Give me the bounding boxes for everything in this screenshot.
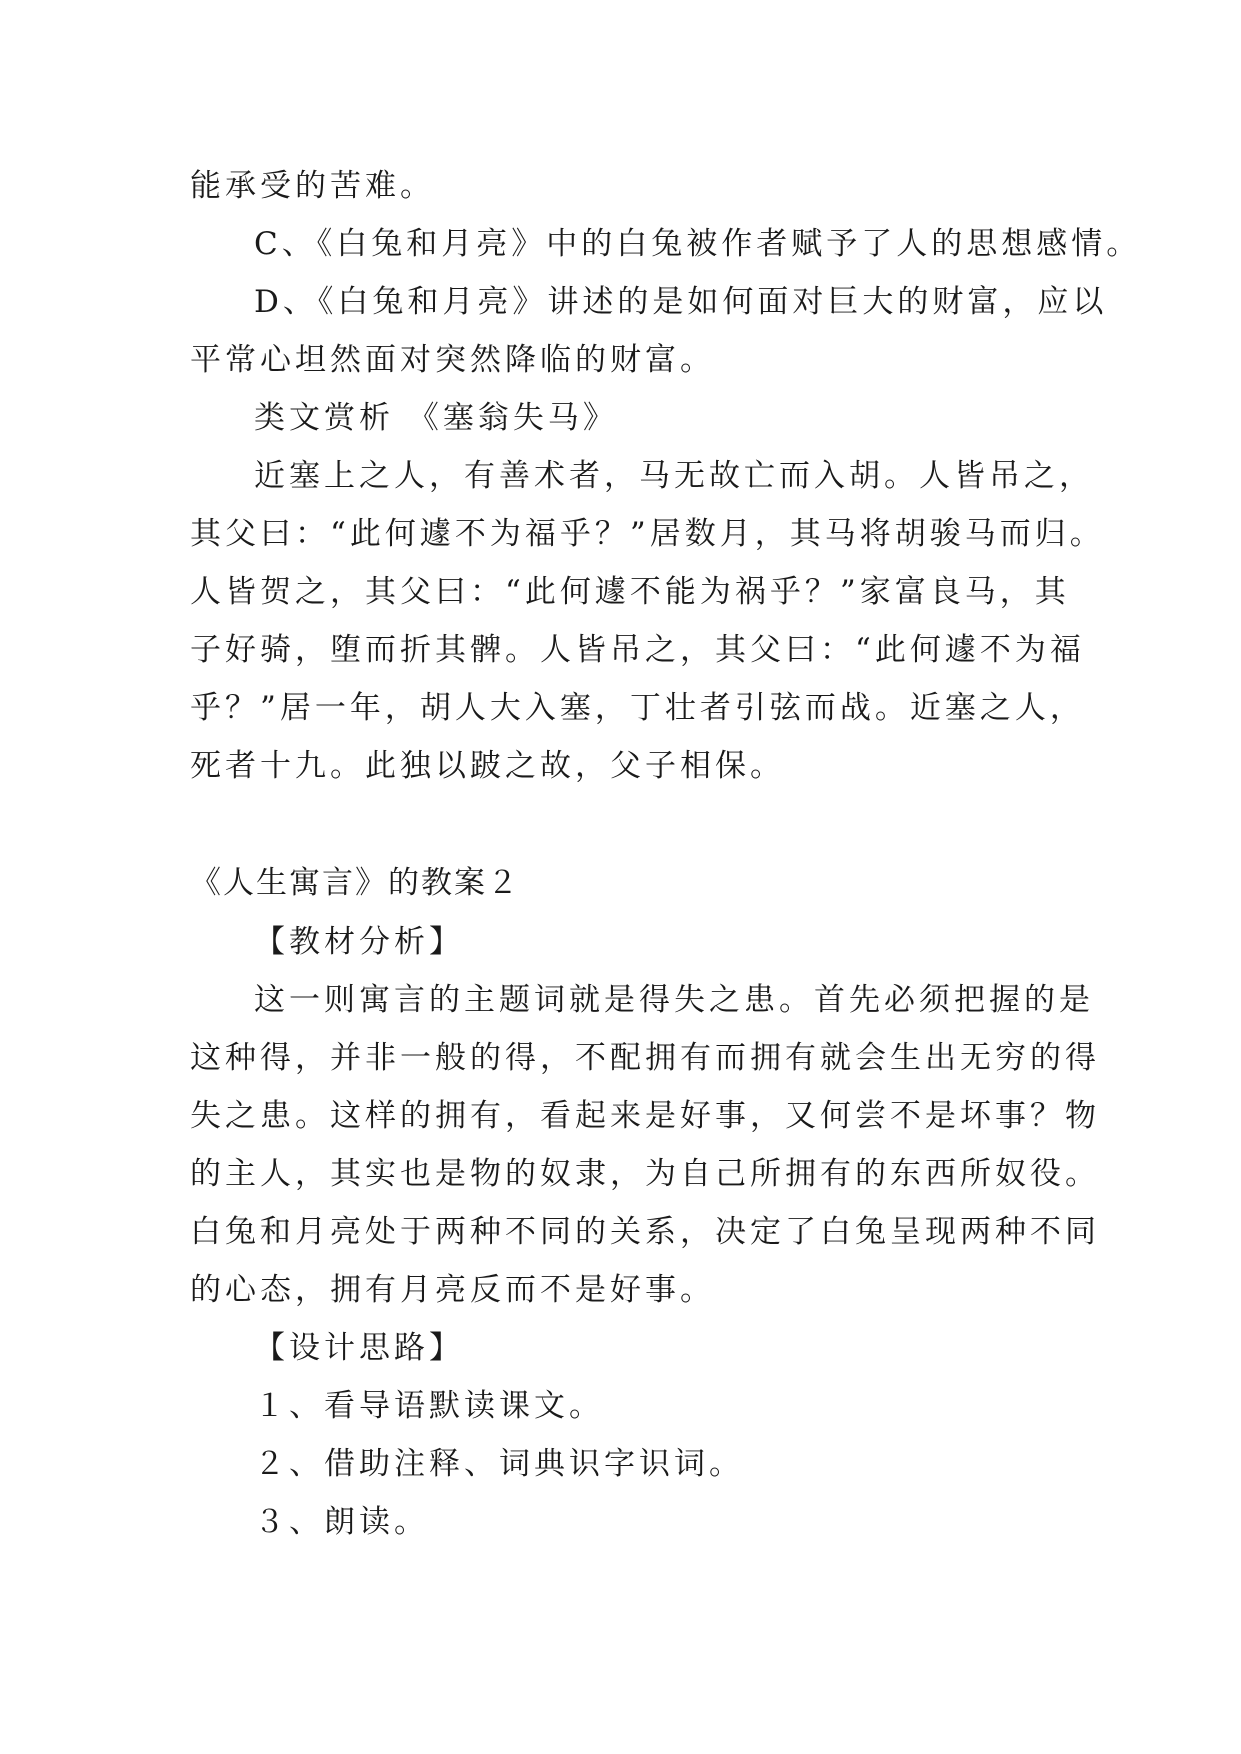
section-heading: 【教材分析】 <box>254 924 464 960</box>
text-line: 能承受的苦难。 <box>190 168 435 204</box>
text-line: 近塞上之人，有善术者，马无故亡而入胡。人皆吊之， <box>254 458 1094 494</box>
text-line: 乎？”居一年，胡人大入塞，丁壮者引弦而战。近塞之人， <box>190 690 1085 726</box>
document-title: 《人生寓言》的教案２ <box>190 865 520 901</box>
section-subheading: 类文赏析 《塞翁失马》 <box>254 400 618 436</box>
text-line: C、《白兔和月亮》中的白兔被作者赋予了人的思想感情。 <box>254 226 1142 262</box>
text-line: 这种得，并非一般的得，不配拥有而拥有就会生出无穷的得 <box>190 1040 1100 1076</box>
text-line: D、《白兔和月亮》讲述的是如何面对巨大的财富，应以 <box>254 284 1108 320</box>
section-heading: 【设计思路】 <box>254 1330 464 1366</box>
text-line: 死者十九。此独以跛之故，父子相保。 <box>190 748 785 784</box>
text-line: 失之患。这样的拥有，看起来是好事，又何尝不是坏事？物 <box>190 1098 1100 1134</box>
text-line: 平常心坦然面对突然降临的财富。 <box>190 342 715 378</box>
text-line: 其父曰：“此何遽不为福乎？”居数月，其马将胡骏马而归。 <box>190 516 1105 552</box>
list-item: ３、朗读。 <box>254 1504 429 1540</box>
text-line: 白兔和月亮处于两种不同的关系，决定了白兔呈现两种不同 <box>190 1214 1100 1250</box>
text-line: 这一则寓言的主题词就是得失之患。首先必须把握的是 <box>254 982 1094 1018</box>
text-line: 人皆贺之，其父曰：“此何遽不能为祸乎？”家富良马，其 <box>190 574 1070 610</box>
list-item: ２、借助注释、词典识字识词。 <box>254 1446 744 1482</box>
list-item: １、看导语默读课文。 <box>254 1388 604 1424</box>
text-line: 子好骑，堕而折其髀。人皆吊之，其父曰：“此何遽不为福 <box>190 632 1085 668</box>
text-line: 的主人，其实也是物的奴隶，为自己所拥有的东西所奴役。 <box>190 1156 1100 1192</box>
text-line: 的心态，拥有月亮反而不是好事。 <box>190 1272 715 1308</box>
